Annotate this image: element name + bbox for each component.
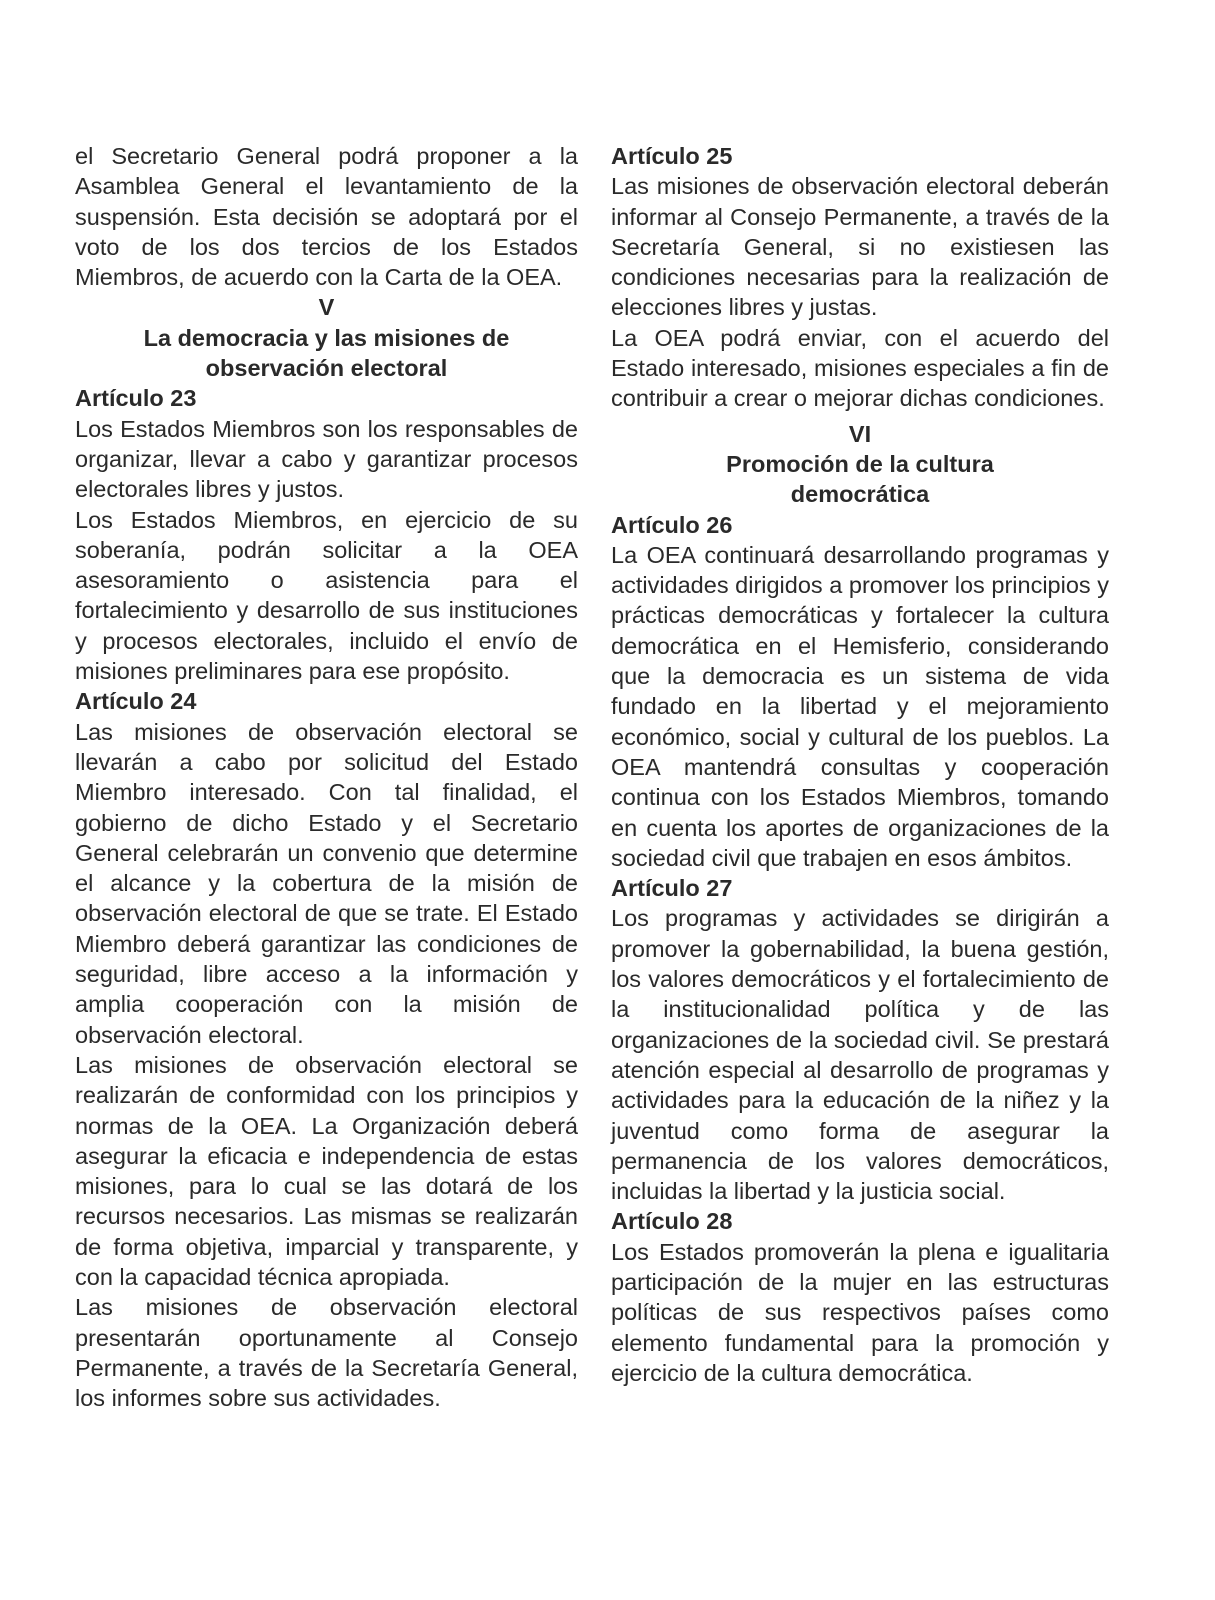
intro-paragraph: el Secretario General podrá proponer a la Asamblea General el levantamiento de la suspensión. Esta decisión se adoptará por el voto de los dos tercios de los Estados Miembros, de acuerdo con la Carta de la OEA. bbox=[75, 143, 578, 291]
article-25-heading: Artículo 25 bbox=[611, 143, 733, 169]
article-23-paragraph-2: Los Estados Miembros, en ejercicio de su soberanía, podrán solicitar a la OEA asesoramiento o asistencia para el fortalecimiento y desarrollo de sus instituciones y procesos electorales, incluido el envío de misiones preliminares para ese propósito. bbox=[75, 506, 578, 685]
right-column bbox=[611, 141, 1109, 1388]
article-25-paragraph-1: Las misiones de observación electoral deberán informar al Consejo Permanente, a través de la Secretaría General, si no existiesen las condiciones necesarias para la realización de elecciones libres y justas. bbox=[611, 173, 1109, 321]
article-24-paragraph-2: Las misiones de observación electoral se realizarán de conformidad con los principios y normas de la OEA. La Organización deberá asegurar la eficacia e independencia de estas misiones, para lo cual se las dotará de los recursos necesarios. Las mismas se realizarán de forma objetiva, imparcial y transparente, y con la capacidad técnica apropiada. bbox=[75, 1051, 578, 1290]
article-25-paragraph-2: La OEA podrá enviar, con el acuerdo del Estado interesado, misiones especiales a fin de contribuir a crear o mejorar dichas condiciones. bbox=[611, 324, 1109, 412]
article-24-paragraph-3: Las misiones de observación electoral presentarán oportunamente al Consejo Permanente, a través de la Secretaría General, los informes sobre sus actividades. bbox=[75, 1294, 578, 1412]
left-column bbox=[75, 141, 578, 1413]
article-26-paragraph-1: La OEA continuará desarrollando programas y actividades dirigidos a promover los principios y prácticas democráticas y fortalecer la cultura democrática en el Hemisferio, considerando que la democracia es un sistema de vida fundado en la libertad y el mejoramiento económico, social y cultural de los pueblos. La OEA mantendrá consultas y cooperación continua con los Estados Miembros, tomando en cuenta los aportes de organizaciones de la sociedad civil que trabajen en esos ámbitos. bbox=[611, 541, 1109, 871]
article-27-paragraph-1: Los programas y actividades se dirigirán a promover la gobernabilidad, la buena gestión, los valores democráticos y el fortalecimiento de la institucionalidad política y de las organizaciones de la sociedad civil. Se prestará atención especial al desarrollo de programas y actividades para la educación de la niñez y la juventud como forma de asegurar la permanencia de los valores democráticos, incluidas la libertad y la justicia social. bbox=[611, 905, 1109, 1205]
section-title-vi-line2: democrática bbox=[790, 481, 930, 508]
section-title-v-line2: observación electoral bbox=[205, 355, 448, 382]
article-23-paragraph-1: Los Estados Miembros son los responsables de organizar, llevar a cabo y garantizar procesos electorales libres y justos. bbox=[75, 415, 578, 503]
article-28-paragraph-1: Los Estados promoverán la plena e igualitaria participación de la mujer en las estructuras políticas de sus respectivos países como elemento fundamental para la promoción y ejercicio de la cultura democrática. bbox=[611, 1238, 1109, 1386]
section-number-vi: VI bbox=[848, 420, 872, 447]
article-24-paragraph-1: Las misiones de observación electoral se llevarán a cabo por solicitud del Estado Miembro interesado. Con tal finalidad, el gobierno de dicho Estado y el Secretario General celebrarán un convenio que determine el alcance y la cobertura de la misión de observación electoral de que se trate. El Estado Miembro deberá garantizar las condiciones de seguridad, libre acceso a la información y amplia cooperación con la misión de observación electoral. bbox=[75, 718, 578, 1048]
article-26-heading: Artículo 26 bbox=[611, 511, 733, 538]
section-title-vi-line1: Promoción de la cultura bbox=[726, 450, 994, 477]
article-28-heading: Artículo 28 bbox=[611, 1208, 733, 1235]
section-number-v: V bbox=[318, 294, 335, 321]
article-27-heading: Artículo 27 bbox=[611, 875, 733, 902]
article-24-heading: Artículo 24 bbox=[75, 688, 197, 715]
section-title-v-line1: La democracia y las misiones de bbox=[143, 324, 510, 351]
article-23-heading: Artículo 23 bbox=[75, 385, 197, 412]
